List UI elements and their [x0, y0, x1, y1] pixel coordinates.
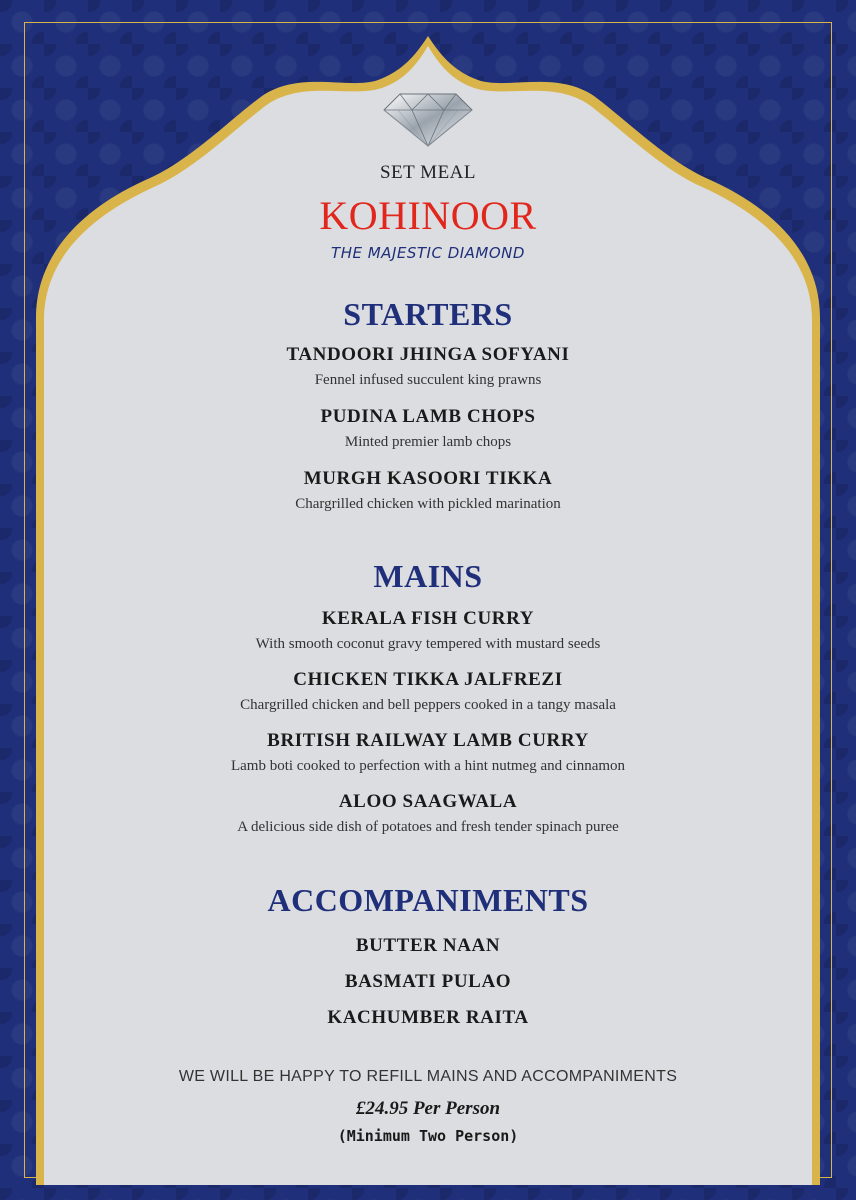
menu-item-name: MURGH KASOORI TIKKA	[303, 468, 553, 489]
minimum-note: (Minimum Two Person)	[337, 1127, 519, 1145]
menu-item-name: CHICKEN TIKKA JALFREZI	[293, 669, 563, 690]
menu-item-name: KERALA FISH CURRY	[321, 608, 535, 629]
menu-item-desc: Chargrilled chicken with pickled marination	[295, 496, 561, 512]
mains-title: MAINS	[373, 558, 483, 594]
menu-item-desc: Minted premier lamb chops	[344, 434, 512, 450]
menu-item-name: KACHUMBER RAITA	[327, 1007, 529, 1028]
price-label: £24.95 Per Person	[355, 1098, 501, 1119]
menu-item-desc: Fennel infused succulent king prawns	[314, 372, 542, 388]
starters-title: STARTERS	[343, 296, 513, 332]
menu-item-desc: A delicious side dish of potatoes and fresh tender spinach puree	[237, 819, 619, 835]
menu-item-name: TANDOORI JHINGA SOFYANI	[286, 344, 570, 365]
menu-item-name: BASMATI PULAO	[344, 971, 512, 992]
menu-item-desc: Lamb boti cooked to perfection with a hint nutmeg and cinnamon	[230, 758, 626, 774]
brand-tagline: THE MAJESTIC DIAMOND	[331, 244, 525, 262]
brand-title: KOHINOOR	[319, 193, 537, 238]
set-meal-label: SET MEAL	[379, 162, 476, 183]
menu-item-desc: Chargrilled chicken and bell peppers cooked in a tangy masala	[240, 697, 616, 713]
accompaniments-title: ACCOMPANIMENTS	[267, 882, 589, 918]
menu-item-name: ALOO SAAGWALA	[338, 791, 518, 812]
menu-item-name: BUTTER NAAN	[355, 935, 501, 956]
menu-item-name: BRITISH RAILWAY LAMB CURRY	[267, 730, 589, 751]
menu-item-desc: With smooth coconut gravy tempered with mustard seeds	[255, 636, 601, 652]
refill-note: WE WILL BE HAPPY TO REFILL MAINS AND ACCOMPANIMENTS	[178, 1068, 678, 1085]
menu-item-name: PUDINA LAMB CHOPS	[320, 406, 536, 427]
